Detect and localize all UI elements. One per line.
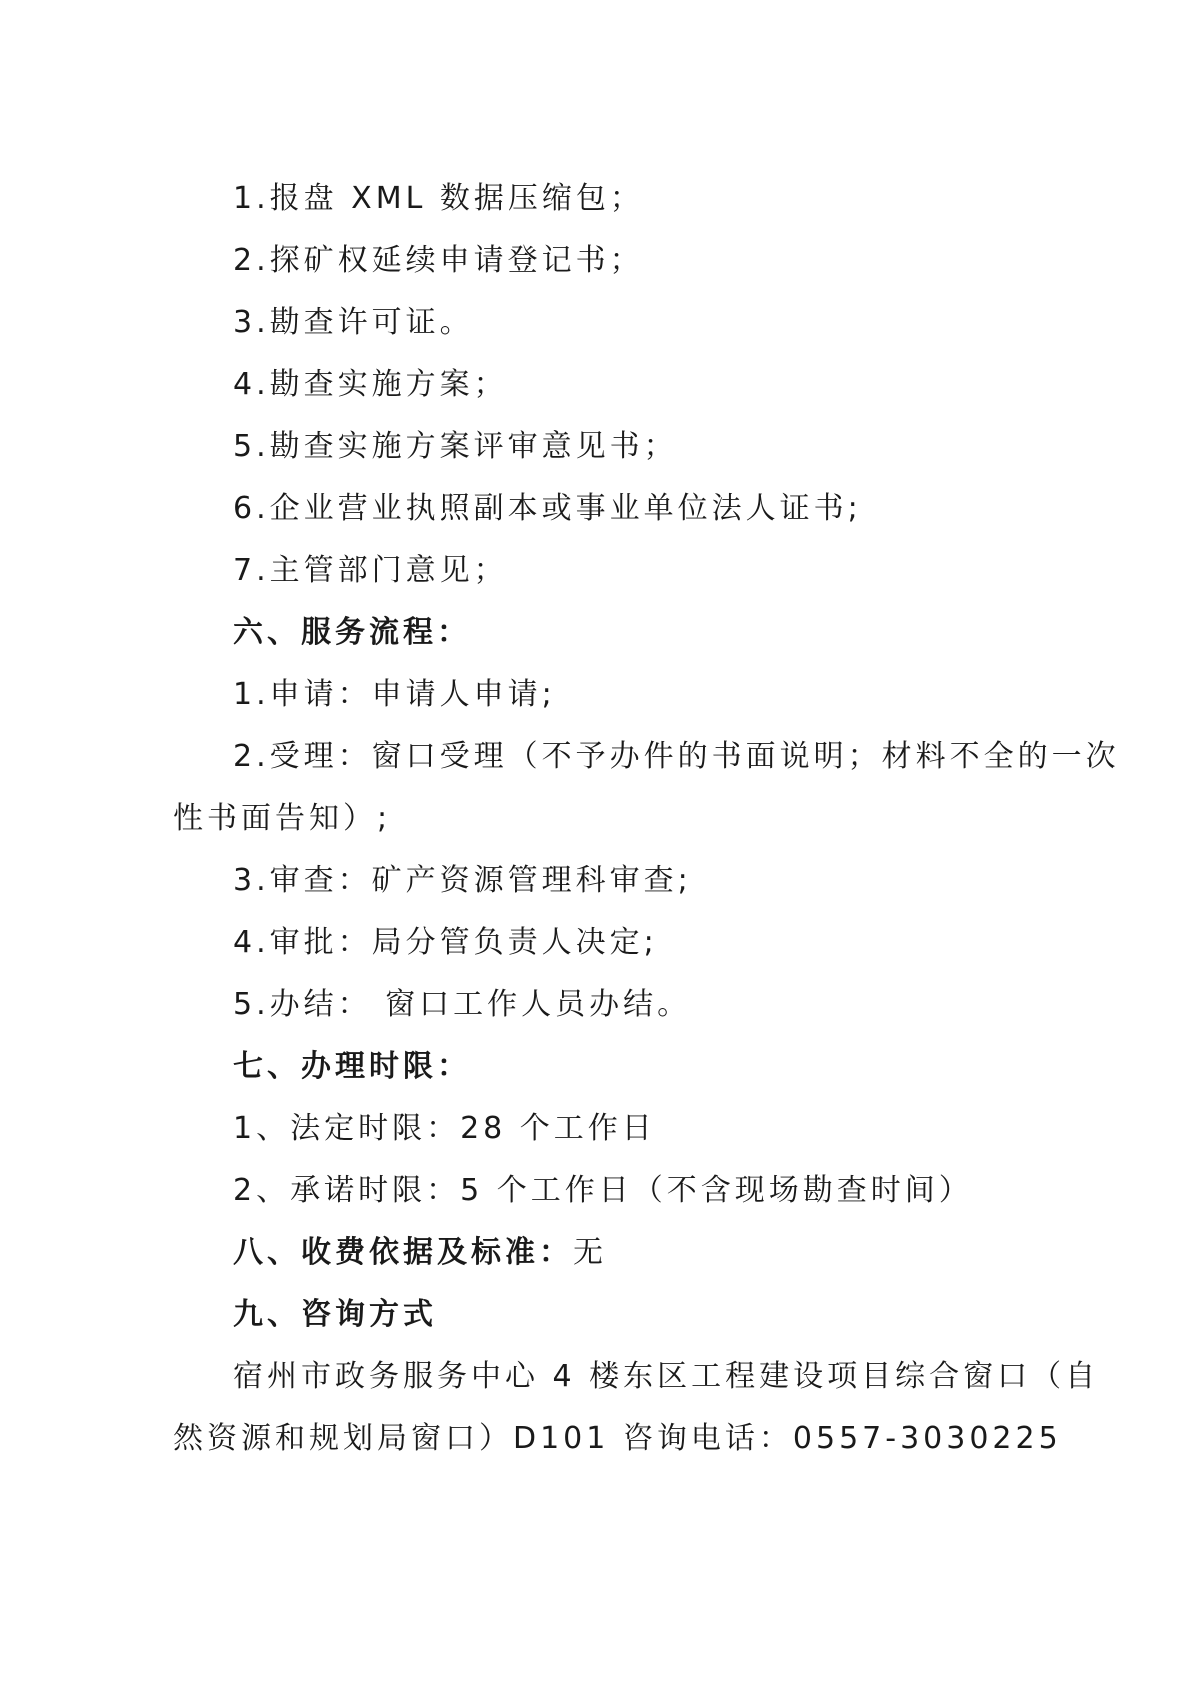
process-step-complete: 5.办结： 窗口工作人员办结。 [233,987,692,1022]
process-step-apply: 1.申请：申请人申请; [233,677,556,712]
material-item-5: 5.勘查实施方案评审意见书； [233,429,678,464]
section-heading-fee: 八、收费依据及标准： [233,1235,573,1270]
material-item-4: 4.勘查实施方案； [233,367,508,402]
document-body [173,168,1120,1470]
process-step-review: 3.审查：矿产资源管理科审查; [233,863,692,898]
process-step-approve: 4.审批：局分管负责人决定; [233,925,658,960]
material-item-7: 7.主管部门意见； [233,553,508,588]
section-fee-basis [173,1222,1053,1284]
time-limit-promised: 2、承诺时限：5 个工作日（不含现场勘查时间） [233,1173,973,1208]
time-limit-legal: 1、法定时限：28 个工作日 [233,1111,656,1146]
section-heading-service-process: 六、服务流程： [233,615,471,650]
fee-value: 无 [573,1235,607,1270]
material-item-2: 2.探矿权延续申请登记书； [233,243,644,278]
consultation-address: 宿州市政务服务中心 4 楼东区工程建设项目综合窗口（自 [233,1359,1100,1394]
section-heading-consultation: 九、咨询方式 [233,1297,437,1332]
material-item-6: 6.企业营业执照副本或事业单位法人证书; [233,491,862,526]
material-item-3: 3.勘查许可证。 [233,305,474,340]
process-step-accept-continued: 性书面告知）; [173,801,392,836]
material-item-1: 1.报盘 XML 数据压缩包； [233,181,644,216]
consultation-phone: 然资源和规划局窗口）D101 咨询电话：0557-3030225 [173,1421,1062,1456]
process-step-accept: 2.受理：窗口受理（不予办件的书面说明；材料不全的一次 [233,739,1120,774]
section-heading-time-limit: 七、办理时限： [233,1049,471,1084]
